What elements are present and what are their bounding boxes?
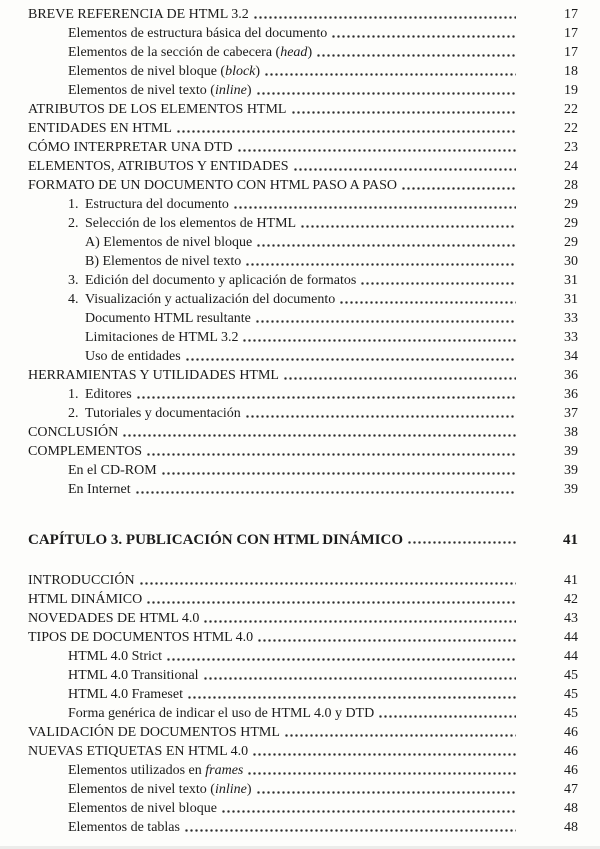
toc-entry	[0, 233, 600, 252]
toc-entry	[0, 723, 600, 742]
toc-page-number: 45	[564, 706, 578, 721]
toc-entry-text: Estructura del documento	[85, 197, 229, 212]
dot-leader	[256, 81, 516, 100]
toc-entry	[0, 385, 600, 404]
toc-entry-text: frames	[205, 763, 244, 778]
toc-entry	[0, 423, 600, 442]
toc-entry-label	[68, 81, 252, 100]
toc-entry	[0, 628, 600, 647]
toc-entry-text: HTML 4.0 Strict	[68, 649, 162, 664]
toc-entry-label	[68, 799, 217, 818]
toc-entry	[0, 590, 600, 609]
toc-entry	[0, 43, 600, 62]
toc-entry-label	[28, 176, 397, 195]
toc-page-number: 17	[564, 7, 578, 22]
toc-chapter-heading	[0, 530, 600, 550]
dot-leader	[264, 62, 516, 81]
toc-page-number: 38	[564, 425, 578, 440]
dot-leader	[176, 119, 516, 138]
toc-entry-text: Elementos de nivel bloque (	[68, 64, 226, 79]
toc-entry	[0, 442, 600, 461]
toc-entry	[0, 366, 600, 385]
toc-entry	[0, 347, 600, 366]
dot-leader	[185, 347, 516, 366]
toc-entry	[0, 252, 600, 271]
toc-entry-text: Visualización y actualización del documento	[85, 292, 336, 307]
dot-leader	[407, 530, 516, 550]
toc-entry-number: 3.	[68, 273, 79, 288]
toc-entry-number: 2.	[68, 406, 79, 421]
toc-page-number: 34	[564, 349, 578, 364]
toc-entry	[0, 328, 600, 347]
toc-entry	[0, 761, 600, 780]
toc-page-number: 19	[564, 83, 578, 98]
toc-entry-label	[68, 62, 260, 81]
toc-entry-label	[68, 43, 312, 62]
toc-entry-label	[85, 347, 181, 366]
toc-entry	[0, 24, 600, 43]
toc-entry-label	[68, 24, 327, 43]
toc-entry-text: HTML 4.0 Frameset	[68, 687, 183, 702]
toc-entry-text: ENTIDADES EN HTML	[28, 121, 172, 136]
toc-entry-text: B) Elementos de nivel texto	[85, 254, 242, 269]
toc-entry-label	[28, 742, 248, 761]
toc-entry-text: NUEVAS ETIQUETAS EN HTML 4.0	[28, 744, 249, 759]
dot-leader	[291, 100, 517, 119]
toc-entry-label	[68, 290, 335, 309]
toc-entry	[0, 666, 600, 685]
toc-page-number: 44	[564, 630, 578, 645]
dot-leader	[378, 704, 516, 723]
dot-leader	[221, 799, 516, 818]
toc-entry-label	[28, 157, 289, 176]
toc-page-number: 48	[564, 801, 578, 816]
toc-entry-label	[28, 609, 199, 628]
toc-page-number: 39	[564, 463, 578, 478]
dot-leader	[187, 685, 516, 704]
toc-entry-text: Elementos de la sección de cabecera (	[68, 45, 281, 60]
toc-entry	[0, 176, 600, 195]
toc-entry-text: ELEMENTOS, ATRIBUTOS Y ENTIDADES	[28, 159, 289, 174]
toc-entry-text: NOVEDADES DE HTML 4.0	[28, 611, 200, 626]
toc-entry-number: 2.	[68, 216, 79, 231]
dot-leader	[136, 385, 516, 404]
dot-leader	[253, 5, 516, 24]
toc-entry-text: Uso de entidades	[85, 349, 181, 364]
toc-entry-text: block	[225, 64, 256, 79]
toc-entry	[0, 290, 600, 309]
toc-page-number: 17	[564, 26, 578, 41]
toc-entry-label	[28, 138, 233, 157]
toc-entry-label	[28, 423, 118, 442]
dot-leader	[339, 290, 516, 309]
toc-entry	[0, 214, 600, 233]
toc-entry-label	[28, 530, 403, 550]
toc-entry-text: FORMATO DE UN DOCUMENTO CON HTML PASO A PASO	[28, 178, 398, 193]
toc-entry-text: Limitaciones de HTML 3.2	[85, 330, 239, 345]
toc-entry	[0, 742, 600, 761]
dot-leader	[245, 252, 516, 271]
toc-entry-text: )	[255, 64, 261, 79]
toc-entry-text: A) Elementos de nivel bloque	[85, 235, 253, 250]
dot-leader	[284, 723, 516, 742]
toc-entry	[0, 62, 600, 81]
toc-entry	[0, 704, 600, 723]
dot-leader	[252, 742, 516, 761]
toc-entry-text: Elementos de nivel bloque	[68, 801, 217, 816]
dot-leader	[122, 423, 516, 442]
toc-page-number: 31	[564, 292, 578, 307]
dot-leader	[237, 138, 516, 157]
toc-entry	[0, 647, 600, 666]
dot-leader	[184, 818, 516, 837]
toc-page-number: 39	[564, 482, 578, 497]
toc-page-number: 46	[564, 744, 578, 759]
toc-entry-text: ATRIBUTOS DE LOS ELEMENTOS HTML	[28, 102, 287, 117]
toc-entry-text: CAPÍTULO 3. PUBLICACIÓN CON HTML DINÁMICO	[28, 532, 404, 548]
toc-page-number: 44	[564, 649, 578, 664]
toc-page-number: 29	[564, 235, 578, 250]
toc-entry-label	[68, 271, 356, 290]
toc-entry-text: )	[246, 83, 252, 98]
dot-leader	[203, 666, 516, 685]
toc-entry-label	[68, 818, 180, 837]
toc-entry-text: HERRAMIENTAS Y UTILIDADES HTML	[28, 368, 279, 383]
toc-page-number: 42	[564, 592, 578, 607]
toc-entry-label	[28, 628, 253, 647]
toc-entry-text: CÓMO INTERPRETAR UNA DTD	[28, 140, 233, 155]
toc-entry-label	[85, 309, 251, 328]
toc-page-number: 46	[564, 763, 578, 778]
toc-page-number: 33	[564, 311, 578, 326]
dot-leader	[360, 271, 516, 290]
toc-entry-text: COMPLEMENTOS	[28, 444, 143, 459]
table-of-contents	[0, 5, 600, 837]
toc-page-number: 48	[564, 820, 578, 835]
toc-entry-label	[85, 233, 252, 252]
toc-entry-label	[28, 442, 142, 461]
toc-entry	[0, 461, 600, 480]
toc-page-number: 30	[564, 254, 578, 269]
toc-entry-label	[28, 100, 287, 119]
toc-entry-text: Elementos de nivel texto (	[68, 83, 215, 98]
toc-page-number: 46	[564, 725, 578, 740]
toc-entry-text: INTRODUCCIÓN	[28, 573, 135, 588]
toc-entry-label	[28, 5, 249, 24]
toc-entry-text: Selección de los elementos de HTML	[85, 216, 297, 231]
toc-entry	[0, 571, 600, 590]
toc-entry-label	[68, 480, 131, 499]
toc-entry-text: Documento HTML resultante	[85, 311, 251, 326]
toc-page-number: 45	[564, 687, 578, 702]
toc-page-number: 33	[564, 330, 578, 345]
toc-entry-text: HTML 4.0 Transitional	[68, 668, 199, 683]
dot-leader	[161, 461, 516, 480]
toc-entry	[0, 404, 600, 423]
toc-entry	[0, 157, 600, 176]
toc-entry-text: )	[246, 782, 252, 797]
toc-entry-text: HTML DINÁMICO	[28, 592, 143, 607]
dot-leader	[245, 404, 516, 423]
toc-page-number: 29	[564, 197, 578, 212]
toc-page-number: 41	[563, 532, 578, 548]
toc-entry-text: Elementos utilizados en	[68, 763, 206, 778]
toc-entry-text: TIPOS DE DOCUMENTOS HTML 4.0	[28, 630, 254, 645]
toc-entry-text: Elementos de nivel texto (	[68, 782, 215, 797]
toc-entry-label	[68, 214, 296, 233]
dot-leader	[242, 328, 516, 347]
toc-page-number: 23	[564, 140, 578, 155]
dot-leader	[256, 780, 516, 799]
toc-entry	[0, 195, 600, 214]
toc-entry	[0, 309, 600, 328]
toc-page-number: 31	[564, 273, 578, 288]
toc-entry-text: Elementos de tablas	[68, 820, 180, 835]
toc-page-number: 36	[564, 368, 578, 383]
toc-entry-text: inline	[214, 782, 247, 797]
toc-entry-text: head	[280, 45, 308, 60]
toc-entry-label	[28, 723, 280, 742]
toc-entry-label	[68, 780, 252, 799]
toc-page-number: 39	[564, 444, 578, 459]
toc-page-number: 47	[564, 782, 578, 797]
toc-entry-label	[28, 366, 279, 385]
toc-entry-label	[85, 328, 238, 347]
toc-entry-text: BREVE REFERENCIA DE HTML 3.2	[28, 7, 249, 22]
toc-entry	[0, 81, 600, 100]
dot-leader	[166, 647, 516, 666]
toc-entry-text: En Internet	[68, 482, 131, 497]
toc-entry-label	[68, 385, 132, 404]
toc-page-number: 18	[564, 64, 578, 79]
dot-leader	[256, 233, 516, 252]
dot-leader	[257, 628, 516, 647]
dot-leader	[300, 214, 516, 233]
dot-leader	[255, 309, 516, 328]
dot-leader	[331, 24, 516, 43]
toc-entry-text: Editores	[85, 387, 132, 402]
toc-entry-label	[68, 704, 374, 723]
toc-entry	[0, 5, 600, 24]
dot-leader	[135, 480, 516, 499]
toc-entry	[0, 685, 600, 704]
toc-entry-number: 4.	[68, 292, 79, 307]
toc-entry	[0, 100, 600, 119]
toc-entry-number: 1.	[68, 197, 79, 212]
toc-entry-text: Tutoriales y documentación	[85, 406, 241, 421]
toc-entry-label	[28, 571, 135, 590]
toc-entry	[0, 818, 600, 837]
toc-entry-text: VALIDACIÓN DE DOCUMENTOS HTML	[28, 725, 280, 740]
toc-entry-label	[68, 685, 183, 704]
toc-entry-label	[68, 461, 157, 480]
toc-entry-text: Edición del documento y aplicación de formatos	[85, 273, 357, 288]
toc-entry	[0, 271, 600, 290]
toc-entry-text: )	[307, 45, 313, 60]
toc-entry-label	[85, 252, 241, 271]
toc-entry-label	[28, 590, 142, 609]
toc-entry	[0, 609, 600, 628]
toc-entry	[0, 780, 600, 799]
toc-entry	[0, 799, 600, 818]
toc-entry-label	[68, 404, 241, 423]
toc-page-number: 22	[564, 102, 578, 117]
dot-leader	[283, 366, 516, 385]
toc-page-number: 45	[564, 668, 578, 683]
toc-entry	[0, 480, 600, 499]
toc-entry-label	[28, 119, 172, 138]
dot-leader	[203, 609, 516, 628]
toc-page-number: 24	[564, 159, 578, 174]
dot-leader	[247, 761, 516, 780]
toc-page-number: 36	[564, 387, 578, 402]
toc-entry-text: CONCLUSIÓN	[28, 425, 119, 440]
toc-page-number: 29	[564, 216, 578, 231]
toc-entry	[0, 138, 600, 157]
dot-leader	[146, 442, 516, 461]
toc-page-number: 43	[564, 611, 578, 626]
dot-leader	[293, 157, 516, 176]
toc-entry	[0, 119, 600, 138]
dot-leader	[233, 195, 516, 214]
toc-entry-label	[68, 647, 162, 666]
dot-leader	[146, 590, 516, 609]
toc-entry-label	[68, 666, 199, 685]
toc-entry-text: Elementos de estructura básica del documento	[68, 26, 328, 41]
toc-page-number: 22	[564, 121, 578, 136]
dot-leader	[316, 43, 516, 62]
toc-entry-label	[68, 761, 243, 780]
toc-entry-text: En el CD-ROM	[68, 463, 157, 478]
toc-page-number: 17	[564, 45, 578, 60]
toc-page-number: 28	[564, 178, 578, 193]
toc-entry-text: inline	[214, 83, 247, 98]
dot-leader	[139, 571, 516, 590]
toc-page-number: 41	[564, 573, 578, 588]
toc-entry-text: Forma genérica de indicar el uso de HTML 4.0 y DTD	[68, 706, 375, 721]
toc-entry-number: 1.	[68, 387, 79, 402]
toc-page-number: 37	[564, 406, 578, 421]
dot-leader	[401, 176, 516, 195]
toc-entry-label	[68, 195, 229, 214]
